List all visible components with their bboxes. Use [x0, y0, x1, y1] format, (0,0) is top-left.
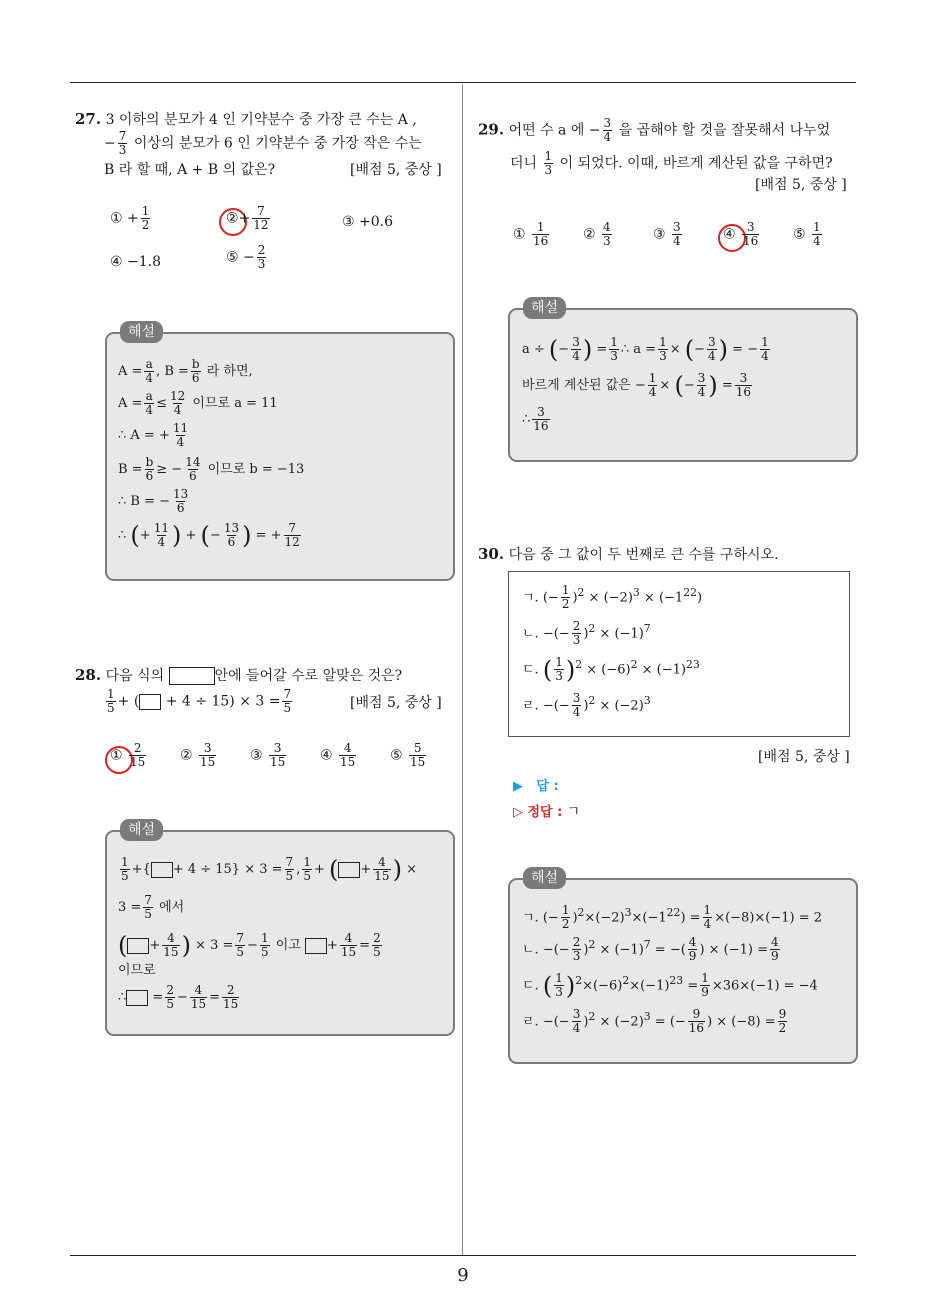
choice-5[interactable]: ⑤ − $\frac{2}{3}$: [226, 243, 266, 271]
statement-b: ㄴ. −(− $\frac{2}{3}$ )$^2 \times (-1)^7$: [522, 619, 651, 648]
answer-field[interactable]: ▶ 답 :: [513, 779, 559, 794]
fraction: $\frac{7}{3}$: [118, 129, 127, 157]
choice-4[interactable]: ④ −1.8: [110, 254, 162, 270]
question-number: 28.: [75, 666, 102, 684]
solution-tag: 해설: [523, 297, 566, 319]
question-number: 30.: [478, 545, 505, 563]
blank-box: [169, 667, 215, 685]
choice-3[interactable]: ③ $\frac{3}{15}$: [250, 741, 286, 769]
solution-tag: 해설: [523, 867, 566, 889]
page-number: 9: [457, 1265, 469, 1286]
top-rule: [70, 82, 856, 83]
bottom-rule: [70, 1255, 856, 1256]
choice-1[interactable]: ① $\frac{1}{16}$: [513, 220, 549, 248]
statement-a: ㄱ. (− $\frac{1}{2}$ )$^2 \times (-2)^3 \times (-1^{22})$: [522, 583, 703, 612]
play-outline-icon: ▷: [513, 805, 523, 820]
choice-5[interactable]: ⑤ $\frac{5}{15}$: [390, 741, 426, 769]
solution-tag: 해설: [120, 819, 163, 841]
choice-1[interactable]: ① $\frac{2}{15}$: [110, 741, 146, 769]
score-label: [배점 5, 중상 ]: [350, 162, 442, 178]
play-icon: ▶: [513, 779, 523, 794]
choice-3[interactable]: ③ $\frac{3}{4}$: [653, 220, 681, 248]
score-label: [배점 5, 중상 ]: [755, 177, 847, 193]
choice-2[interactable]: ②+ $\frac{7}{12}$: [226, 204, 269, 232]
choice-4[interactable]: ④ $\frac{4}{15}$: [320, 741, 356, 769]
question-number: 27.: [75, 110, 102, 128]
question-text: 이상의 분모가 6 인 기약분수 중 가장 작은 수는: [133, 135, 422, 152]
choice-3[interactable]: ③ +0.6: [342, 214, 394, 230]
equation: $\frac{1}{5}$ + ( + 4 ÷ 15) × 3 = $\frac{7}{5}$: [107, 687, 292, 715]
choice-5[interactable]: ⑤ $\frac{1}{4}$: [793, 220, 821, 248]
question-number: 29.: [478, 120, 505, 139]
score-label: [배점 5, 중상 ]: [350, 695, 442, 711]
choice-2[interactable]: ② $\frac{4}{3}$: [583, 220, 611, 248]
question-text: 3 이하의 분모가 4 인 기약분수 중 가장 큰 수는 A ,: [105, 112, 417, 128]
choice-1[interactable]: ① + $\frac{1}{2}$: [110, 204, 150, 232]
column-divider: [462, 84, 463, 1256]
solution-tag: 해설: [120, 321, 163, 343]
choice-4[interactable]: ④ $\frac{3}{16}$: [723, 220, 759, 248]
statement-c: ㄷ. ( $\frac{1}{3}$ )$^2 \times (-6)^2 \times (-1)^{23}$: [522, 655, 700, 684]
score-label: [배점 5, 중상 ]: [758, 749, 850, 765]
correct-answer: ▷ 정답 : ㄱ: [513, 804, 581, 820]
question-text: B 라 할 때, A + B 의 값은?: [104, 162, 276, 178]
statement-d: ㄹ. −(− $\frac{3}{4}$ )$^2 \times (-2)^3$: [522, 691, 651, 720]
choice-2[interactable]: ② $\frac{3}{15}$: [180, 741, 216, 769]
